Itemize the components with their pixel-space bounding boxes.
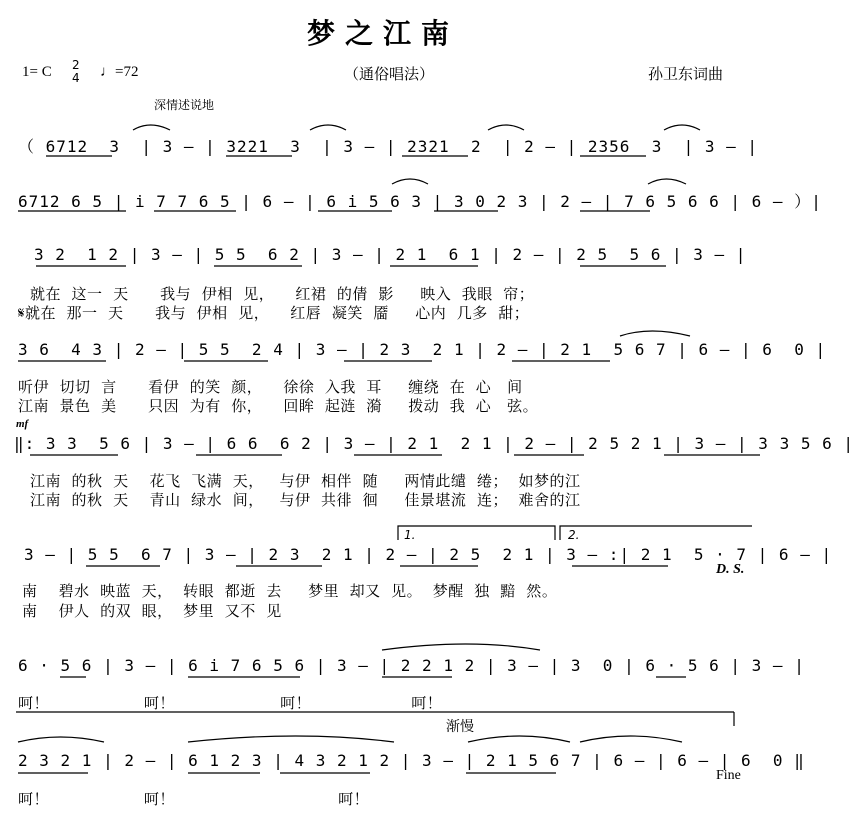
ritardando-marking: 渐慢 xyxy=(446,719,474,735)
time-signature-top: 2 xyxy=(72,58,80,72)
score-row-3: 3 2 1 2 | 3 – | 5 5 6 2 | 3 – | 2 1 6 1 | 2 – | 2 5 5 6 | 3 – | xyxy=(34,245,747,264)
lyric-row-8: 呵！ 呵！ 呵！ xyxy=(18,790,370,808)
score-row-4: 3 6 4 3 | 2 – | 5 5 2 4 | 3 – | 2 3 2 1 | 2 – | 2 1 5 6 7 | 6 – | 6 0 | xyxy=(18,340,827,359)
key-signature: 1= C xyxy=(22,64,52,80)
score-row-7: 6 · 5 6 | 3 – | 6 i 7 6 5 6 | 3 – | 2 2 1 2 | 3 – | 3 0 | 6 · 5 6 | 3 – | xyxy=(18,656,805,675)
expression-marking: 深情述说地 xyxy=(154,98,215,112)
lyric-row-5-verse-2: 江南 的秋 天 青山 绿水 间， 与伊 共徘 徊 佳景堪流 连； 难舍的江 xyxy=(30,491,581,509)
dal-segno: D. S. xyxy=(716,562,745,577)
score-row-6: 3 – | 5 5 6 7 | 3 – | 2 3 2 1 | 2 – | 2 5 2 1 | 3 – :| 2 1 5 · 7 | 6 – | xyxy=(24,545,833,564)
score-row-5: ‖: 3 3 5 6 | 3 – | 6 6 6 2 | 3 – | 2 1 2 1 | 2 – | 2 5 2 1 | 3 – | 3 3 5 6 | xyxy=(14,434,854,453)
song-title: 梦之江南 xyxy=(306,17,459,50)
fine-marking: Fine xyxy=(716,768,741,783)
lyric-row-3-verse-2: 𝄋就在 那一 天 我与 伊相 见， 红唇 凝笑 靥 心内 几多 甜； xyxy=(18,304,530,322)
credit-line: 孙卫东词曲 xyxy=(648,65,724,83)
tempo-marking: ♩=72 xyxy=(100,64,139,80)
volta-1-label: 1. xyxy=(404,528,416,542)
score-row-8: 2 3 2 1 | 2 – | 6 1 2 3 | 4 3 2 1 2 | 3 – | 2 1 5 6 7 | 6 – | 6 – | 6 0 ‖ xyxy=(18,751,805,770)
volta-2-label: 2. xyxy=(568,528,580,542)
lyric-row-5-verse-1: 江南 的秋 天 花飞 飞满 天， 与伊 相伴 随 两情此缱 绻； 如梦的江 xyxy=(30,472,581,490)
dynamic-mf: mf xyxy=(16,418,29,430)
lyric-row-4-verse-2: 江南 景色 美 只因 为有 你， 回眸 起涟 漪 拨动 我 心 弦。 xyxy=(18,397,539,415)
lyric-row-6-verse-1: 南 碧水 映蓝 天， 转眼 都逝 去 梦里 却又 见。 梦醒 独 黯 然。 xyxy=(22,582,558,600)
time-signature-bottom: 4 xyxy=(72,71,80,85)
lyric-row-4-verse-1: 听伊 切切 言 看伊 的笑 颜， 徐徐 入我 耳 缠绕 在 心 间 xyxy=(18,378,523,396)
lyric-row-6-verse-2: 南 伊人 的双 眼， 梦里 又不 见 xyxy=(22,602,282,620)
lyric-row-3-verse-1: 就在 这一 天 我与 伊相 见， 红裙 的倩 影 映入 我眼 帘； xyxy=(30,285,535,303)
lyric-row-7: 呵！ 呵！ 呵！ 呵！ xyxy=(18,694,443,712)
singing-style: （通俗唱法） xyxy=(344,65,435,83)
score-row-1: （ 6712 3 | 3 – | 3221 3 | 3 – | 2321 2 | 2 – | 2356 3 | 3 – | xyxy=(18,137,759,156)
score-row-2: 6712 6 5 | i 7 7 6 5 | 6 – | 6 i 5 6 3 | 3 0 2 3 | 2 – | 7 6 5 6 6 | 6 – ）| xyxy=(18,192,822,211)
